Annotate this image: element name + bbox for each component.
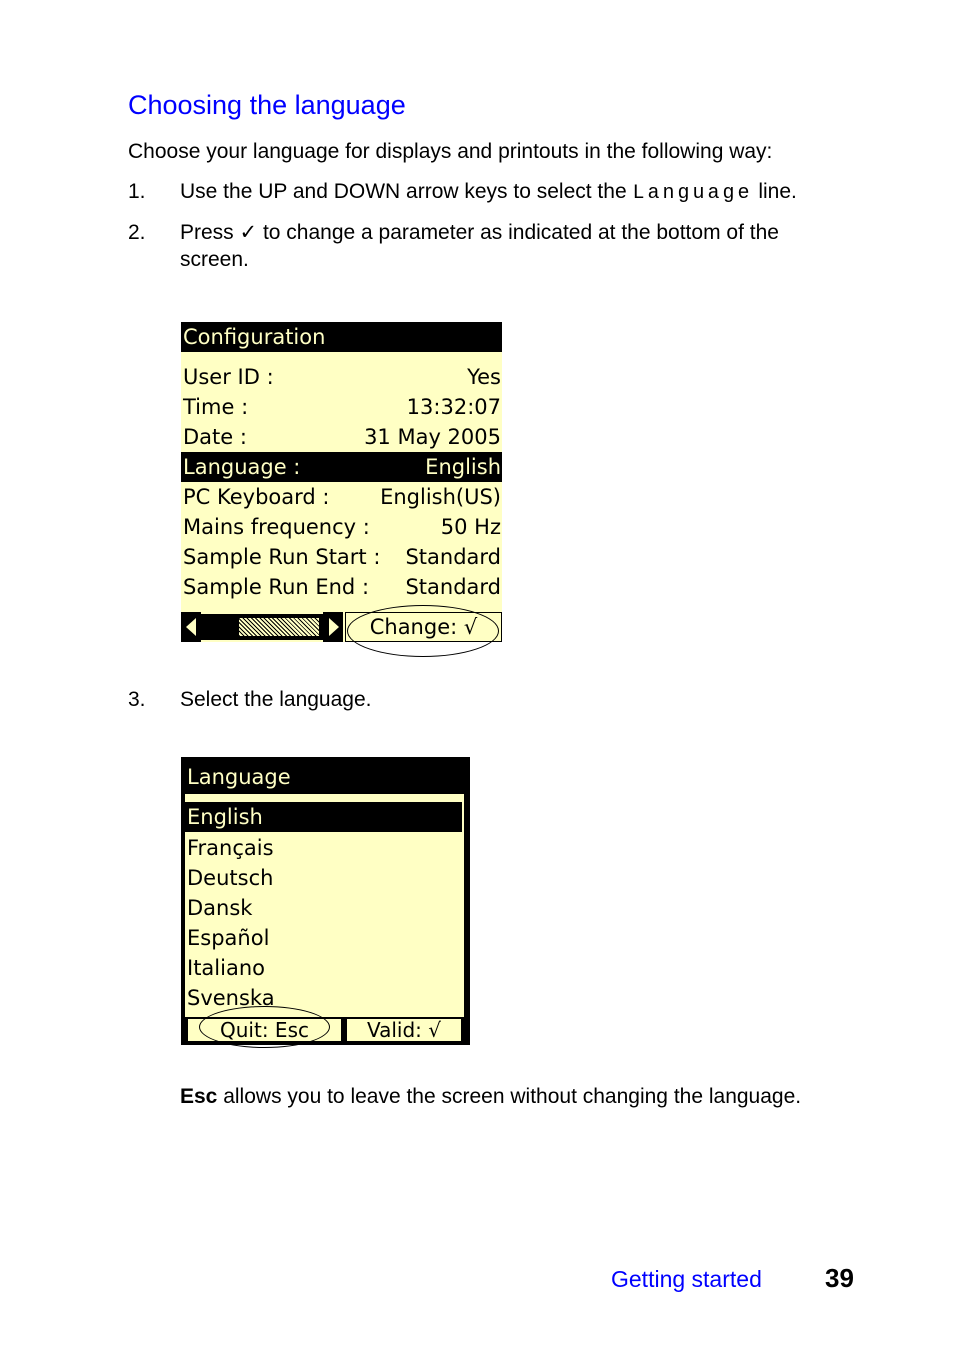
language-option-english: English (185, 802, 462, 832)
language-option-francais: Français (187, 836, 274, 860)
language-option-deutsch: Deutsch (187, 866, 274, 890)
step-number-2: 2. (128, 221, 146, 244)
page-number: 39 (825, 1263, 854, 1293)
config-value: Yes (467, 365, 501, 389)
quit-softkey-label: Quit: Esc (188, 1019, 341, 1041)
config-row-user-id (181, 362, 502, 392)
language-screen (181, 757, 470, 1045)
right-arrow-icon (323, 612, 343, 642)
config-value: Standard (405, 545, 501, 569)
esc-note (180, 1084, 801, 1110)
config-value: 50 Hz (440, 515, 501, 539)
step-1-text-after: line. (752, 180, 797, 203)
config-row-mains-frequency (181, 512, 502, 542)
scrollbar (201, 614, 323, 640)
change-highlight-ellipse (347, 605, 499, 657)
language-title: Language (185, 761, 464, 798)
language-option-svenska: Svenska (187, 986, 275, 1010)
config-value: English (425, 455, 501, 479)
config-label: Date : (183, 425, 247, 449)
config-row-language (181, 452, 502, 482)
step-text-1 (180, 179, 797, 207)
footer-section-title: Getting started (611, 1266, 762, 1292)
step-number-3: 3. (128, 688, 146, 711)
config-label: Time : (183, 395, 249, 419)
language-option-espanol: Español (187, 926, 270, 950)
language-option-dansk: Dansk (187, 896, 253, 920)
esc-note-bold: Esc (180, 1085, 218, 1108)
left-arrow-icon (181, 612, 201, 642)
configuration-screen (181, 322, 502, 642)
step-2-line-1: Press ✓ to change a parameter as indicated at the bottom of the (180, 221, 779, 244)
step-number-1: 1. (128, 180, 146, 203)
config-value: English(US) (380, 485, 501, 509)
config-value: 31 May 2005 (364, 425, 501, 449)
config-value: 13:32:07 (406, 395, 501, 419)
change-softkey-label: Change: √ (345, 612, 502, 642)
config-label: Language : (183, 455, 301, 479)
config-label: User ID : (183, 365, 274, 389)
esc-note-text: allows you to leave the screen without changing the language. (217, 1085, 802, 1108)
language-option-italiano: Italiano (187, 956, 265, 980)
step-1-code: Language (632, 182, 753, 205)
config-row-pc-keyboard (181, 482, 502, 512)
config-label: PC Keyboard : (183, 485, 330, 509)
config-row-time (181, 392, 502, 422)
step-2-line-2: screen. (180, 248, 249, 271)
config-value: Standard (405, 575, 501, 599)
section-heading: Choosing the language (128, 90, 406, 120)
step-3-text: Select the language. (180, 688, 372, 711)
quit-highlight-ellipse (199, 1006, 330, 1048)
config-label: Sample Run End : (183, 575, 370, 599)
config-row-sample-run-start (181, 542, 502, 572)
valid-softkey-label: Valid: √ (347, 1019, 461, 1041)
config-label: Mains frequency : (183, 515, 370, 539)
scrollbar-thumb (205, 618, 239, 636)
config-row-sample-run-end (181, 572, 502, 602)
config-row-date (181, 422, 502, 452)
config-label: Sample Run Start : (183, 545, 381, 569)
step-1-text-before: Use the UP and DOWN arrow keys to select the (180, 180, 633, 203)
configuration-title: Configuration (181, 322, 502, 352)
language-screen-display (185, 761, 464, 1040)
intro-paragraph: Choose your language for displays and printouts in the following way: (128, 140, 773, 163)
